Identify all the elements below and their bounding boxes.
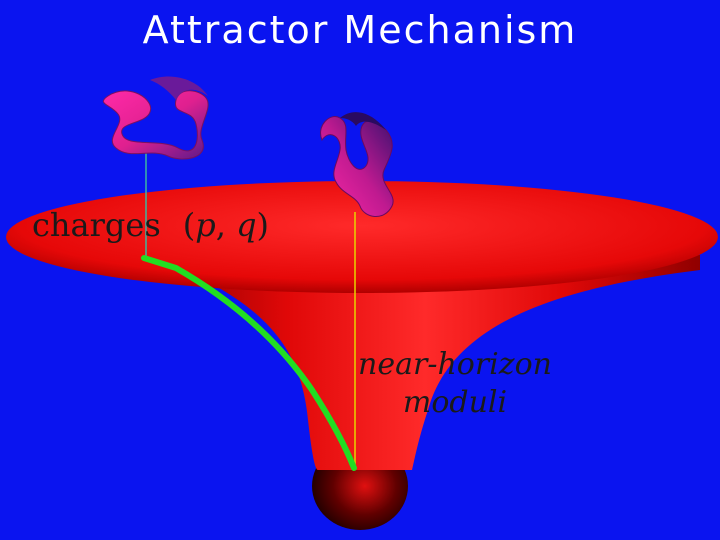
charges-q: q: [236, 206, 257, 244]
charges-p: p: [195, 206, 216, 244]
moduli-line-1: near-horizon: [358, 347, 552, 382]
left-calabi-yau-icon: [103, 77, 208, 159]
near-horizon-moduli-label: [330, 346, 580, 422]
charges-sep: ,: [215, 206, 237, 244]
charges-word: charges: [32, 206, 161, 244]
charges-tuple: [183, 206, 269, 244]
charges-label: [32, 206, 269, 244]
charges-tuple-close: ): [256, 206, 270, 244]
charges-tuple-open: (: [182, 206, 196, 244]
slide-title: Attractor Mechanism: [142, 8, 578, 52]
moduli-line-2: moduli: [402, 385, 508, 420]
